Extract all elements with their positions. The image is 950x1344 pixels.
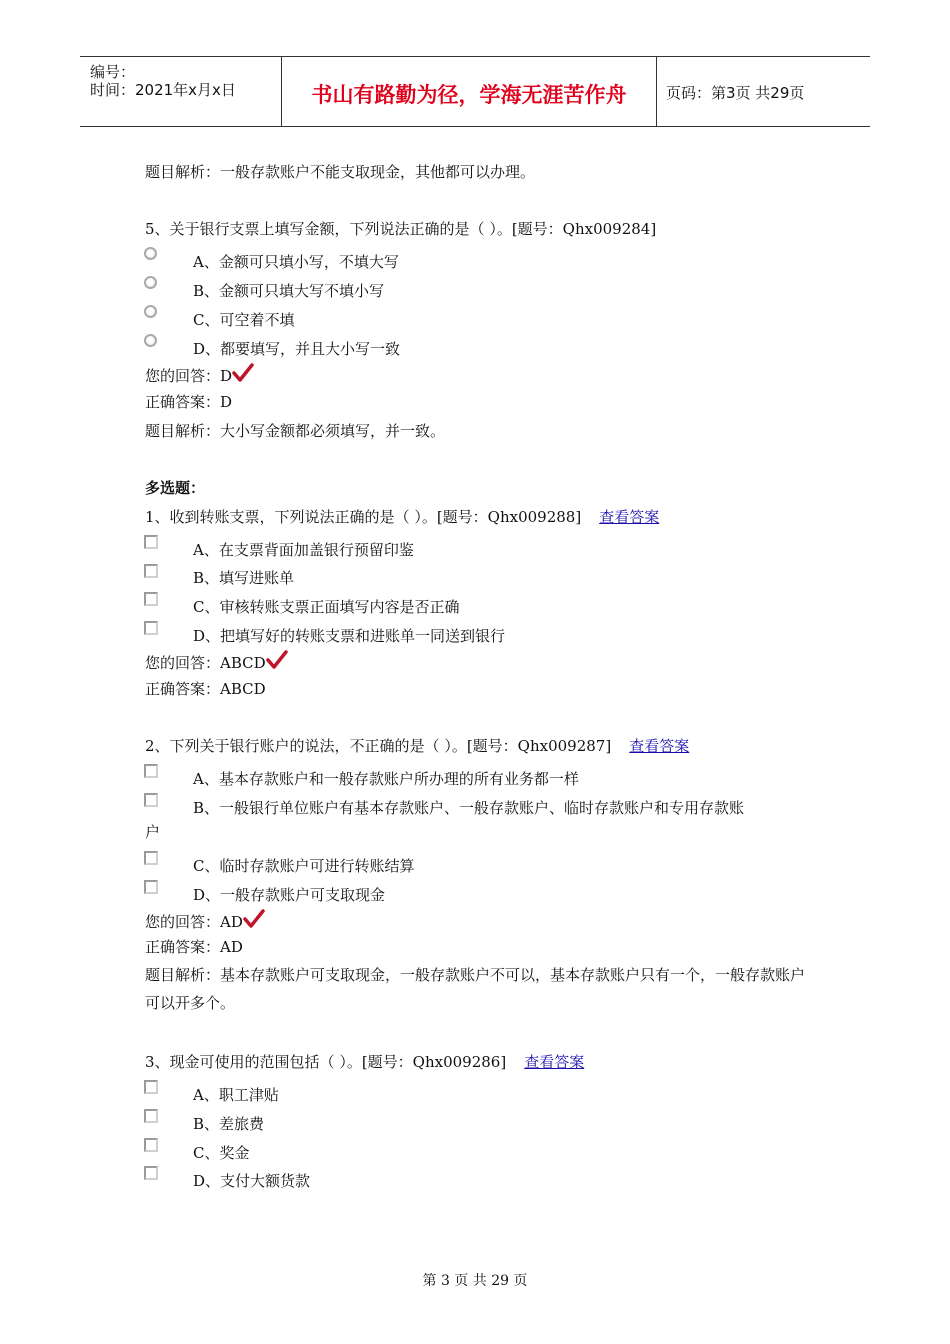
m1-question: 1、收到转账支票，下列说法正确的是（ ）。[题号：Qhx009288] — [145, 508, 582, 526]
m2-question-row — [145, 736, 689, 756]
motto: 书山有路勤为径，学海无涯苦作舟 — [311, 83, 627, 107]
m1-checkbox-b[interactable] — [144, 564, 158, 578]
m2-your-answer-row — [145, 909, 265, 932]
m3-option-c: C、奖金 — [193, 1144, 250, 1162]
m3-view-answer-link[interactable]: 查看答案 — [524, 1053, 585, 1071]
m1-view-answer-link[interactable]: 查看答案 — [599, 508, 660, 526]
header-page-cell — [656, 57, 870, 126]
m2-option-c: C、临时存款账户可进行转账结算 — [193, 857, 415, 875]
m2-checkbox-c[interactable] — [144, 851, 158, 865]
q5-option-a: A、金额可只填小写，不填大写 — [193, 253, 399, 271]
m1-question-row — [145, 507, 659, 527]
m1-option-a: A、在支票背面加盖银行预留印鉴 — [193, 541, 414, 559]
q5-option-d: D、都要填写，并且大小写一致 — [193, 340, 401, 358]
q5-radio-d[interactable] — [144, 334, 157, 347]
q5-explanation: 题目解析：大小写金额都必须填写，并一致。 — [145, 422, 446, 440]
check-mark-icon — [266, 650, 288, 670]
m3-checkbox-c[interactable] — [144, 1138, 158, 1152]
m2-view-answer-link[interactable]: 查看答案 — [629, 737, 690, 755]
m3-checkbox-a[interactable] — [144, 1080, 158, 1094]
m2-option-b-wrap: 户 — [145, 823, 161, 841]
m2-correct-answer: 正确答案：AD — [145, 938, 243, 956]
q5-your-answer: 您的回答：D — [145, 367, 233, 385]
m2-question: 2、下列关于银行账户的说法，不正确的是（ ）。[题号：Qhx009287] — [145, 737, 612, 755]
m1-option-d: D、把填写好的转账支票和进账单一同送到银行 — [193, 627, 506, 645]
m3-question: 3、现金可使用的范围包括（ ）。[题号：Qhx009286] — [145, 1053, 507, 1071]
m2-option-b: B、一般银行单位账户有基本存款账户、一般存款账户、临时存款账户和专用存款账 — [193, 799, 745, 817]
prev-explanation: 题目解析：一般存款账户不能支取现金，其他都可以办理。 — [145, 163, 536, 181]
section-title: 多选题： — [145, 479, 206, 497]
q5-radio-a[interactable] — [144, 247, 157, 260]
m1-checkbox-a[interactable] — [144, 535, 158, 549]
m2-option-a: A、基本存款账户和一般存款账户所办理的所有业务都一样 — [193, 770, 579, 788]
m3-checkbox-d[interactable] — [144, 1166, 158, 1180]
serial-label: 编号： — [90, 63, 136, 81]
q5-question: 5、关于银行支票上填写金额，下列说法正确的是（ ）。[题号：Qhx009284] — [145, 220, 657, 238]
m1-checkbox-c[interactable] — [144, 592, 158, 606]
time-label: 时间：2021年x月x日 — [90, 81, 236, 99]
q5-option-b: B、金额可只填大写不填小写 — [193, 282, 385, 300]
q5-radio-c[interactable] — [144, 305, 157, 318]
m3-question-row — [145, 1052, 584, 1072]
m1-correct-answer: 正确答案：ABCD — [145, 680, 266, 698]
m2-checkbox-b[interactable] — [144, 793, 158, 807]
m2-your-answer: 您的回答：AD — [145, 913, 243, 931]
m1-your-answer-row — [145, 650, 288, 673]
q5-radio-b[interactable] — [144, 276, 157, 289]
m2-checkbox-d[interactable] — [144, 880, 158, 894]
m1-option-b: B、填写进账单 — [193, 569, 295, 587]
page-footer: 第 3 页 共 29 页 — [422, 1273, 528, 1289]
m3-checkbox-b[interactable] — [144, 1109, 158, 1123]
m3-option-a: A、职工津贴 — [193, 1086, 279, 1104]
q5-option-c: C、可空着不填 — [193, 311, 295, 329]
check-mark-icon — [232, 363, 254, 383]
q5-correct-answer: 正确答案：D — [145, 393, 233, 411]
m1-option-c: C、审核转账支票正面填写内容是否正确 — [193, 598, 460, 616]
m3-option-b: B、差旅费 — [193, 1115, 265, 1133]
m1-checkbox-d[interactable] — [144, 621, 158, 635]
page-header — [80, 56, 870, 127]
header-info-cell — [80, 57, 281, 126]
m2-checkbox-a[interactable] — [144, 764, 158, 778]
m3-option-d: D、支付大额货款 — [193, 1172, 311, 1190]
page-label: 页码：第3页 共29页 — [666, 84, 805, 102]
check-mark-icon — [243, 909, 265, 929]
m1-your-answer: 您的回答：ABCD — [145, 654, 266, 672]
header-motto-cell — [281, 57, 657, 126]
m2-explanation: 题目解析：基本存款账户可支取现金，一般存款账户不可以，基本存款账户只有一个，一般存款账户可以开多个。 — [145, 966, 806, 1012]
q5-your-answer-row — [145, 363, 254, 386]
m2-option-d: D、一般存款账户可支取现金 — [193, 886, 386, 904]
